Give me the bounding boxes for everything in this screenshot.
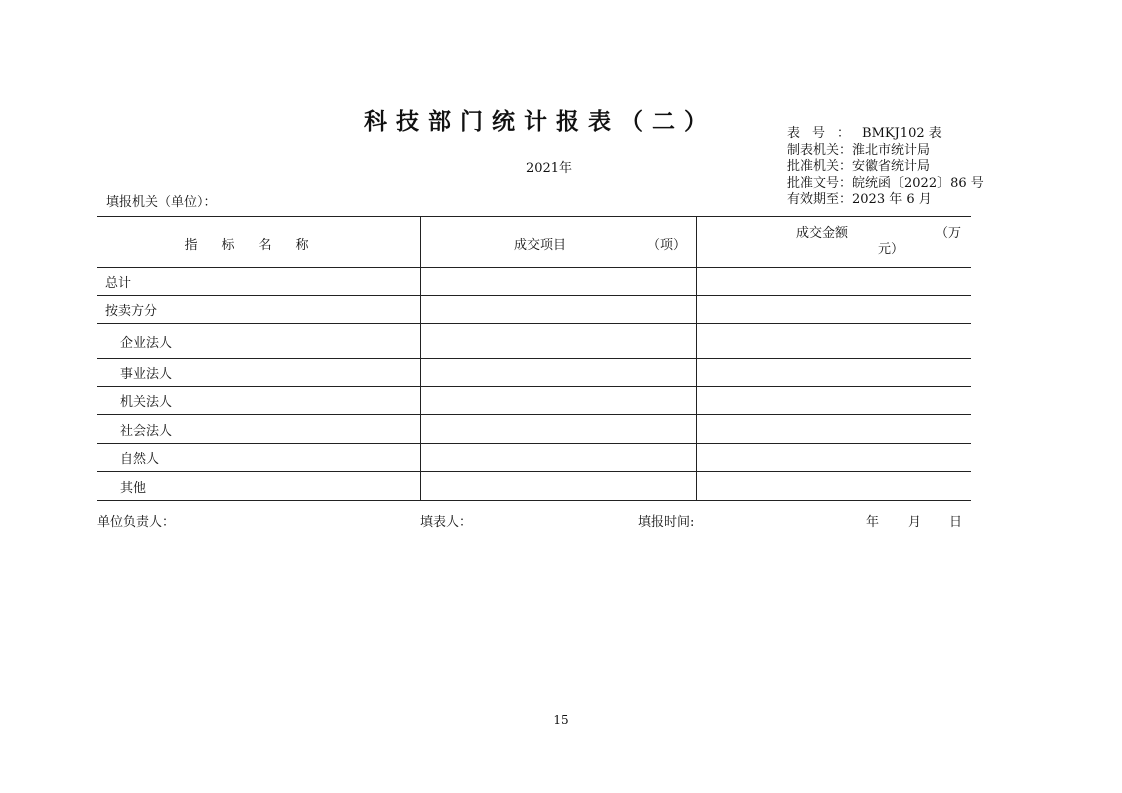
header-deal-amount [697,217,972,268]
header-deal-amount-label: 成交金额 [795,226,848,241]
issuer-value: 淮北市统计局 [852,142,931,158]
fill-time-label: 填报时间: [638,515,695,530]
deal-items-cell[interactable] [421,415,697,444]
report-table [97,216,971,501]
form-number-row [787,126,984,143]
deal-amount-cell[interactable] [697,296,972,324]
valid-until-label: 有效期至： [787,192,853,207]
table-row [97,444,971,472]
valid-until-value: 2023 年 6 月 [852,192,932,207]
table-row [97,324,971,359]
deal-items-cell[interactable] [421,296,697,324]
date-day-label: 日 [949,515,963,530]
row-label: 事业法人 [97,359,421,387]
report-title: 科技部门统计报表（二） [364,108,716,135]
header-deal-items-label: 成交项目 [513,238,566,253]
filing-unit-label: 填报机关（单位）： [106,195,217,210]
header-indicator-name: 指标名称 [97,217,421,268]
deal-items-cell[interactable] [421,324,697,359]
deal-amount-cell[interactable] [697,444,972,472]
deal-amount-cell[interactable] [697,324,972,359]
row-label: 社会法人 [97,415,421,444]
page-number: 15 [553,713,569,727]
date-year-label: 年 [866,515,880,530]
approver-value: 安徽省统计局 [852,159,931,174]
approval-doc-row [787,176,984,193]
approval-doc-label: 批准文号： [787,175,853,191]
row-label: 总计 [97,268,421,296]
form-filler-label: 填表人： [420,515,473,530]
deal-amount-cell[interactable] [697,387,972,415]
header-deal-amount-unit-1: （万 [934,226,961,241]
row-label: 企业法人 [97,324,421,359]
header-deal-items [421,217,697,268]
date-month-label: 月 [908,515,922,530]
form-meta-block [787,126,984,209]
unit-head-label: 单位负责人： [97,515,176,530]
deal-items-cell[interactable] [421,472,697,501]
header-deal-items-unit: （项） [646,238,686,253]
deal-items-cell[interactable] [421,387,697,415]
row-label: 自然人 [97,444,421,472]
table-row [97,359,971,387]
issuer-row [787,143,984,160]
row-label: 按卖方分 [97,296,421,324]
row-label: 其他 [97,472,421,501]
deal-items-cell[interactable] [421,444,697,472]
table-row [97,415,971,444]
approval-doc-value: 皖统函〔2022〕86 号 [852,175,984,191]
approver-label: 批准机关： [787,159,853,174]
valid-until-row [787,192,984,209]
table-row [97,387,971,415]
deal-amount-cell[interactable] [697,359,972,387]
form-number-value: BMKJ102 表 [862,126,942,141]
table-header-row [97,217,971,268]
row-label: 机关法人 [97,387,421,415]
approver-row [787,159,984,176]
form-number-label: 表号： [787,126,863,141]
table-row [97,472,971,501]
header-deal-amount-unit-2: 元） [877,242,904,257]
table-row [97,268,971,296]
deal-amount-cell[interactable] [697,268,972,296]
deal-amount-cell[interactable] [697,415,972,444]
table-row [97,296,971,324]
deal-items-cell[interactable] [421,359,697,387]
deal-items-cell[interactable] [421,268,697,296]
deal-amount-cell[interactable] [697,472,972,501]
issuer-label: 制表机关： [787,142,853,158]
report-year: 2021年 [525,161,573,176]
